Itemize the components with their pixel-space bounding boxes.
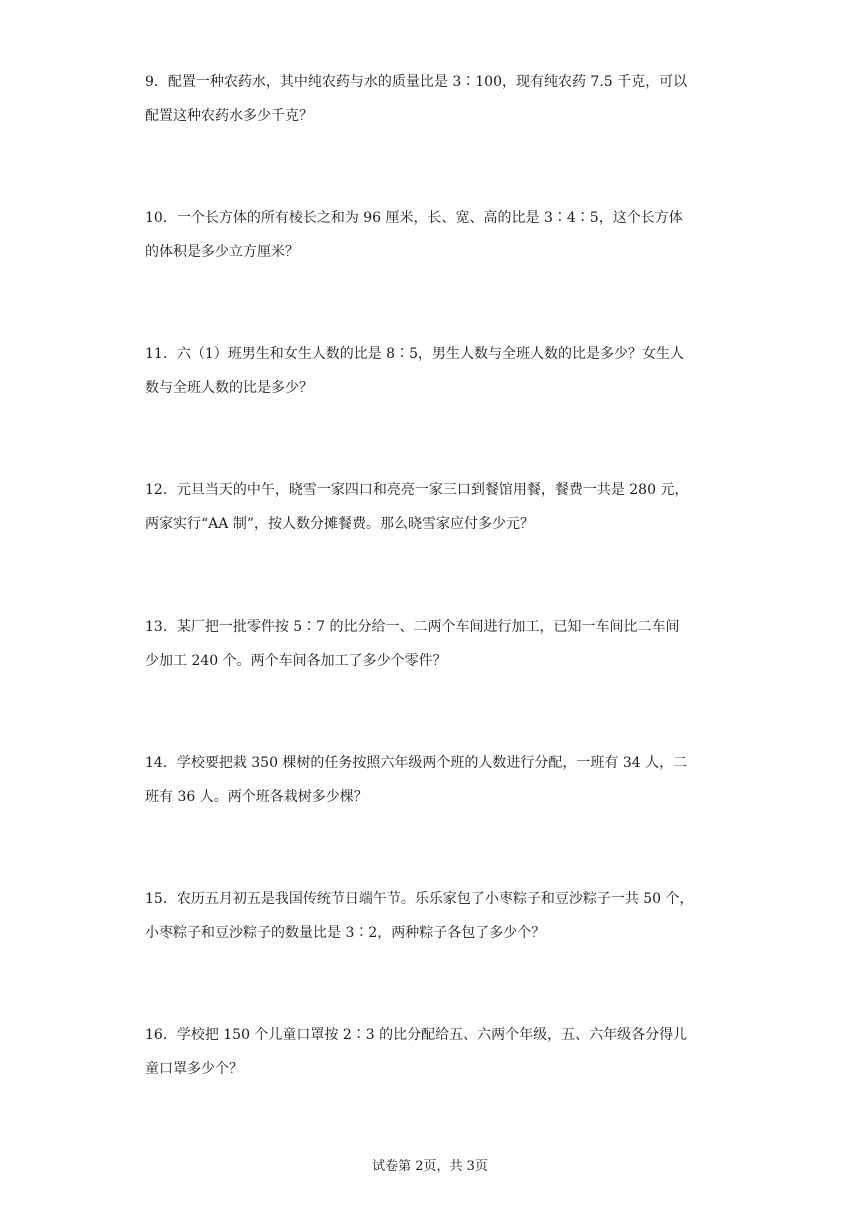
question-line: 11．六（1）班男生和女生人数的比是 8∶5，男生人数与全班人数的比是多少？女生人: [145, 346, 684, 362]
question-12: [145, 473, 725, 541]
question-line: 9．配置一种农药水，其中纯农药与水的质量比是 3∶100，现有纯农药 7.5 千克，可以: [145, 74, 688, 90]
question-line: 10．一个长方体的所有棱长之和为 96 厘米，长、宽、高的比是 3∶4∶5，这个长方体: [145, 210, 683, 226]
question-9: [145, 65, 725, 133]
question-line: 童口罩多少个？: [145, 1061, 243, 1077]
question-13: [145, 610, 725, 678]
question-line: 14．学校要把栽 350 棵树的任务按照六年级两个班的人数进行分配，一班有 34 人，二: [145, 755, 688, 771]
question-line: 小枣粽子和豆沙粽子的数量比是 3∶2，两种粽子各包了多少个？: [145, 925, 546, 941]
question-line: 少加工 240 个。两个车间各加工了多少个零件？: [145, 653, 447, 669]
question-line: 15．农历五月初五是我国传统节日端午节。乐乐家包了小枣粽子和豆沙粽子一共 50 个，: [145, 891, 694, 907]
question-line: 数与全班人数的比是多少？: [145, 380, 313, 396]
question-15: [145, 882, 725, 950]
question-line: 两家实行“AA 制”，按人数分摊餐费。那么晓雪家应付多少元？: [145, 516, 534, 532]
page-footer: 试卷第 2页，共 3页: [372, 1159, 488, 1174]
question-line: 班有 36 人。两个班各栽树多少棵？: [145, 789, 368, 805]
question-line: 配置这种农药水多少千克？: [145, 108, 313, 124]
question-line: 12．元旦当天的中午，晓雪一家四口和亮亮一家三口到餐馆用餐，餐费一共是 280 元，: [145, 482, 689, 498]
question-line: 16．学校把 150 个儿童口罩按 2∶3 的比分配给五、六两个年级，五、六年级各分得儿: [145, 1027, 688, 1043]
question-line: 13．某厂把一批零件按 5∶7 的比分给一、二两个车间进行加工，已知一车间比二车间: [145, 619, 680, 635]
question-11: [145, 337, 725, 405]
question-line: 的体积是多少立方厘米？: [145, 244, 299, 260]
question-16: [145, 1018, 725, 1086]
question-10: [145, 201, 725, 269]
question-14: [145, 746, 725, 814]
